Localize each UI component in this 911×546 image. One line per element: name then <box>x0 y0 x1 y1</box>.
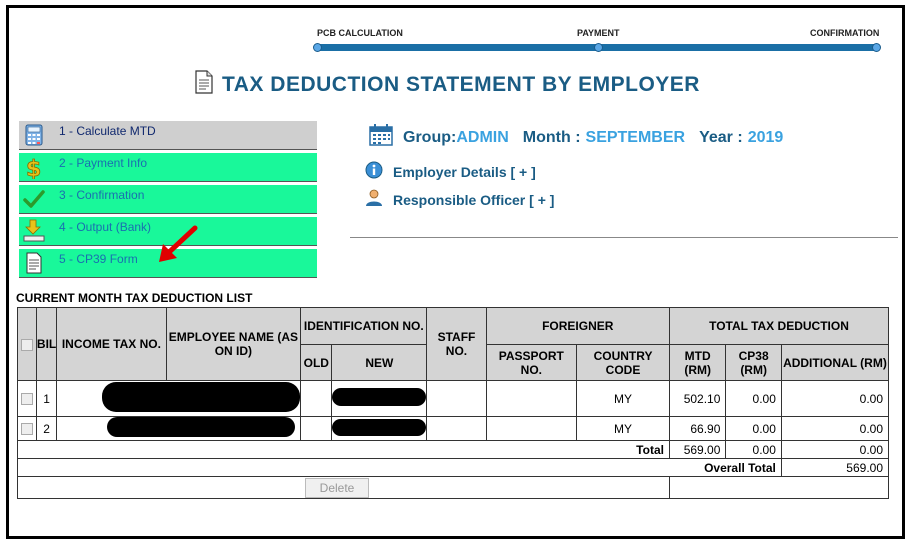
overall-total-row <box>18 459 889 477</box>
menu-item-label: 5 - CP39 Form <box>59 252 138 266</box>
year-label: Year : <box>699 128 743 146</box>
country-code-cell: MY <box>577 381 670 417</box>
overall-total-label: Overall Total <box>18 459 782 477</box>
total-additional: 0.00 <box>781 441 888 459</box>
col-staff-no: STAFF NO. <box>427 308 486 381</box>
staff-no-cell <box>427 381 486 417</box>
new-id-cell <box>332 381 427 417</box>
total-mtd: 569.00 <box>669 441 725 459</box>
redaction-mark <box>102 382 300 412</box>
month-value: SEPTEMBER <box>585 128 686 146</box>
employer-details-label: Employer Details [ + ] <box>393 163 536 180</box>
menu-item-calculate-mtd[interactable] <box>19 121 317 150</box>
page-title-block <box>194 70 700 99</box>
passport-no-cell <box>486 417 577 441</box>
col-employee-name: EMPLOYEE NAME (AS ON ID) <box>166 308 301 381</box>
calendar-icon <box>369 124 393 151</box>
menu-item-confirmation[interactable] <box>19 185 317 214</box>
mtd-cell: 502.10 <box>669 381 725 417</box>
col-additional: ADDITIONAL (RM) <box>781 345 888 381</box>
select-all-checkbox[interactable] <box>21 339 33 351</box>
group-label: Group: <box>403 128 457 146</box>
additional-cell: 0.00 <box>781 381 888 417</box>
additional-cell: 0.00 <box>781 417 888 441</box>
col-cp38: CP38 (RM) <box>726 345 781 381</box>
responsible-officer-link[interactable] <box>365 189 554 210</box>
action-spacer-cell <box>669 477 888 499</box>
menu-item-label: 1 - Calculate MTD <box>59 124 156 138</box>
total-label: Total <box>18 441 670 459</box>
col-old: OLD <box>301 345 332 381</box>
action-cell <box>18 477 670 499</box>
employer-details-link[interactable] <box>365 161 536 182</box>
bil-cell: 1 <box>36 381 56 417</box>
progress-dot-2 <box>594 43 603 52</box>
year-value: 2019 <box>747 128 784 146</box>
total-row <box>18 441 889 459</box>
menu-item-label: 4 - Output (Bank) <box>59 220 152 234</box>
total-cp38: 0.00 <box>726 441 781 459</box>
responsible-officer-label: Responsible Officer [ + ] <box>393 191 555 208</box>
redaction-mark <box>332 388 426 406</box>
old-id-cell <box>301 417 332 441</box>
group-value: ADMIN <box>456 128 509 146</box>
new-id-cell <box>332 417 427 441</box>
redaction-mark <box>332 419 426 436</box>
redacted-cell <box>57 381 301 417</box>
overall-total-value: 569.00 <box>781 459 888 477</box>
divider <box>350 237 898 238</box>
person-icon <box>365 189 383 210</box>
svg-text:$: $ <box>26 157 42 179</box>
progress-step-confirmation: CONFIRMATION <box>810 28 880 38</box>
list-title: CURRENT MONTH TAX DEDUCTION LIST <box>16 291 253 305</box>
col-income-tax-no: INCOME TAX NO. <box>57 308 166 381</box>
menu-item-payment-info[interactable] <box>19 153 317 182</box>
progress-dot-3 <box>872 43 881 52</box>
select-all-cell <box>18 308 37 381</box>
progress-step-payment: PAYMENT <box>577 28 620 38</box>
row-checkbox[interactable] <box>21 423 33 435</box>
row-checkbox[interactable] <box>21 393 33 405</box>
red-arrow-icon <box>155 224 201 269</box>
cp38-cell: 0.00 <box>726 417 781 441</box>
row-select-cell <box>18 381 37 417</box>
staff-no-cell <box>427 417 486 441</box>
page-title: TAX DEDUCTION STATEMENT BY EMPLOYER <box>222 72 700 96</box>
menu-item-label: 3 - Confirmation <box>59 188 145 202</box>
document-icon <box>23 251 45 275</box>
tax-deduction-table <box>17 307 889 499</box>
progress-bar <box>309 22 884 56</box>
delete-button[interactable]: Delete <box>305 478 369 498</box>
col-identification-no: IDENTIFICATION NO. <box>301 308 427 345</box>
download-icon <box>23 219 45 243</box>
progress-dot-1 <box>313 43 322 52</box>
col-total-tax-deduction: TOTAL TAX DEDUCTION <box>669 308 888 345</box>
period-info <box>369 124 783 151</box>
redaction-mark <box>107 417 295 437</box>
checkmark-icon <box>23 187 45 211</box>
redacted-cell <box>57 417 301 441</box>
progress-step-pcb-calculation: PCB CALCULATION <box>317 28 403 38</box>
col-bil: BIL <box>36 308 56 381</box>
month-label: Month : <box>522 128 581 146</box>
mtd-cell: 66.90 <box>669 417 725 441</box>
col-foreigner: FOREIGNER <box>486 308 669 345</box>
col-new: NEW <box>332 345 427 381</box>
col-mtd: MTD (RM) <box>669 345 725 381</box>
col-country-code: COUNTRY CODE <box>577 345 670 381</box>
dollar-icon <box>23 155 45 179</box>
menu-item-label: 2 - Payment Info <box>59 156 148 170</box>
action-row <box>18 477 889 499</box>
country-code-cell: MY <box>577 417 670 441</box>
document-icon <box>194 70 214 99</box>
col-passport-no: PASSPORT NO. <box>486 345 577 381</box>
calculator-icon <box>23 123 45 147</box>
table-row <box>18 381 889 417</box>
table-row <box>18 417 889 441</box>
passport-no-cell <box>486 381 577 417</box>
old-id-cell <box>301 381 332 417</box>
cp38-cell: 0.00 <box>726 381 781 417</box>
row-select-cell <box>18 417 37 441</box>
info-icon <box>365 161 383 182</box>
bil-cell: 2 <box>36 417 56 441</box>
